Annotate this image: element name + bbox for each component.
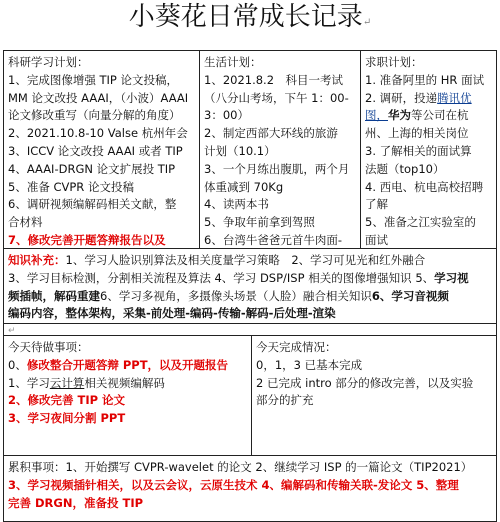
job-line: 5、准备之江实验室的 — [365, 215, 476, 230]
life-line: 3、一个月练出腹肌，两个月 — [204, 161, 350, 176]
research-line: 2、2021.10.8-10 Valse 杭州年会 — [8, 126, 188, 141]
research-line: 6、调研视频编解码相关文献，整 — [8, 197, 177, 212]
research-line: 1、完成图像增强 TIP 论文投稿， — [8, 72, 178, 87]
tencent-link[interactable]: 腾讯优 — [437, 90, 472, 105]
knowledge-cell — [4, 249, 496, 323]
done-item: 2 已完成 intro 部分的修改完善，以及实验 — [256, 375, 474, 390]
todo-item: 3、学习夜间分割 PPT — [8, 411, 126, 426]
life-line: 计划（10.1） — [204, 143, 276, 158]
life-line: （八分山考场，下午 1：00- — [204, 90, 349, 105]
life-plan-cell — [200, 51, 360, 248]
life-heading: 生活计划： — [204, 55, 262, 69]
life-line: 5、争取年前拿到驾照 — [204, 215, 315, 230]
job-line: 4. 西电、杭电高校招聘 — [365, 179, 484, 194]
job-line: 了解 — [365, 197, 388, 212]
job-line: 1. 准备阿里的 HR 面试 — [365, 72, 485, 87]
todo-heading: 今天待做事项： — [8, 340, 89, 354]
research-plan-cell — [4, 51, 199, 248]
life-line: 1、2021.8.2 科目一考试 — [204, 72, 344, 87]
knowledge-label: 知识补充： — [8, 253, 66, 267]
summary-cell — [4, 456, 496, 522]
done-heading: 今天完成情况： — [256, 340, 337, 354]
knowledge-line: 编码内容，整体架构，采集-前处理-编码-传输-解码-后处理-渲染 — [8, 306, 336, 321]
todo-item: 2、修改完善 TIP 论文 — [8, 393, 126, 408]
knowledge-line: 3、学习目标检测，分割相关流程及算法 4、学习 DSP/ISP 相关的图像增强知识 5、学习视 — [8, 270, 469, 285]
research-line: MM 论文改投 AAAI，（小波）AAAI — [8, 90, 189, 105]
job-line: 3. 了解相关的面试算 — [365, 143, 472, 158]
research-line: 3、ICCV 论文改投 AAAI 或者 TIP — [8, 143, 183, 158]
summary-line-highlight: 3、学习视频插针相关，以及云会议，云原生技术 4、编解码和传输关联-发论文 5、整理 — [8, 477, 459, 492]
todo-item: 0、修改整合开题答辩 PPT，以及开题报告 — [8, 357, 229, 372]
page-title: 小葵花日常成长记录↵ — [128, 2, 372, 32]
life-line: 6、台湾牛爸爸元首牛肉面- — [204, 232, 342, 247]
job-line: 面试 — [365, 232, 388, 247]
research-line: 5、准备 CVPR 论文投稿 — [8, 179, 134, 194]
job-heading: 求职计划： — [365, 55, 423, 69]
job-line: 图，华为等公司在杭 — [365, 108, 469, 123]
research-line: 合材料 — [8, 215, 43, 230]
summary-line-highlight: 完善 DRGN，准备投 TIP — [8, 495, 144, 510]
life-line: 2、制定西部大环线的旅游 — [204, 126, 338, 141]
job-plan-cell — [361, 51, 497, 248]
research-heading: 科研学习计划： — [8, 55, 89, 69]
spacer-row: ↵ — [8, 326, 16, 335]
research-line: 4、AAAI-DRGN 论文扩展投 TIP — [8, 161, 176, 176]
done-item: 部分的扩充 — [256, 393, 314, 408]
summary-line: 累积事项：1、开始撰写 CVPR-wavelet 的论文 2、继续学习 ISP 的一篇论文（TIP2021） — [8, 460, 473, 474]
today-todo-cell — [4, 336, 251, 455]
life-line: 4、读两本书 — [204, 197, 269, 212]
plan-table — [3, 50, 497, 522]
job-line: 2. 调研，投递腾讯优 — [365, 90, 472, 105]
knowledge-line: 知识补充：1、学习人脸识别算法及相关度量学习策略 2、学习可见光和红外融合 — [8, 253, 426, 267]
job-line: 州、上海的相关岗位 — [365, 126, 469, 141]
todo-item: 1、学习云计算相关视频编解码 — [8, 375, 165, 390]
research-line-highlight: 7、修改完善开题答辩报告以及 — [8, 232, 166, 247]
life-line: 3：00） — [204, 108, 249, 123]
research-line: 论文修改重写（向量分解的角度） — [8, 108, 181, 123]
today-done-cell — [252, 336, 496, 455]
life-line: 体重减到 70Kg — [204, 179, 284, 194]
done-item: 0，1，3 已基本完成 — [256, 357, 363, 372]
job-line: 法题（top10） — [365, 161, 445, 176]
knowledge-line: 频插帧，解码重建6、学习多视角，多摄像头场景（人脸）融合相关知识6、学习音视频 — [8, 288, 449, 303]
